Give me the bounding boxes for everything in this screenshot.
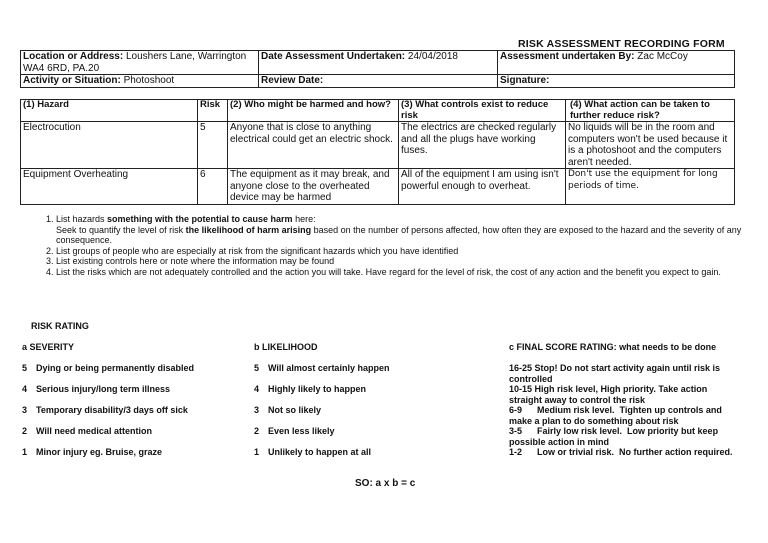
final-score-item: 10-15 High risk level, High priority. Take action straight away to control the risk	[509, 384, 708, 405]
hazard-cell: Electrocution	[21, 122, 198, 169]
severity-item	[22, 405, 188, 415]
likelihood-number: 4	[254, 384, 260, 394]
form-title: RISK ASSESSMENT RECORDING FORM	[518, 38, 725, 50]
likelihood-text: Even less likely	[268, 426, 335, 436]
severity-text: Will need medical attention	[36, 426, 152, 436]
date-value: 24/04/2018	[407, 51, 458, 62]
activity-value: Photoshoot	[123, 75, 175, 86]
likelihood-number: 1	[254, 447, 260, 457]
likelihood-text: Unlikely to happen at all	[268, 447, 372, 457]
who-cell: The equipment as it may break, and anyone close to the overheated device may be harmed	[228, 169, 399, 205]
activity-label: Activity or Situation:	[23, 75, 121, 86]
instruction-text: based on the number of persons affected, how often they are exposed to the hazard and the severity of any consequence.	[56, 224, 742, 245]
signature-cell	[498, 75, 735, 88]
instruction-emphasis: the likelihood of harm arising	[185, 224, 312, 235]
likelihood-number: 2	[254, 426, 260, 436]
instructions-list	[38, 214, 746, 277]
assessor-label: Assessment undertaken By:	[500, 51, 635, 62]
instruction-emphasis: something with the potential to cause harm	[107, 214, 293, 224]
likelihood-number: 5	[254, 363, 260, 373]
final-score-item: 6-9 Medium risk level. Tighten up controls and make a plan to do something about risk	[509, 405, 725, 426]
signature-label: Signature:	[500, 75, 550, 86]
col-action: (4) What action can be taken to further reduce risk?	[566, 100, 735, 122]
likelihood-item	[254, 405, 321, 415]
col-controls: (3) What controls exist to reduce risk	[399, 100, 566, 122]
hazard-table-header	[21, 100, 735, 122]
instruction-item: 3. List existing controls here or note where the information may be found	[56, 256, 746, 267]
instruction-text: List hazards	[56, 214, 108, 224]
date-label: Date Assessment Undertaken:	[261, 51, 406, 62]
severity-text: Minor injury eg. Bruise, graze	[36, 447, 163, 457]
likelihood-item	[254, 447, 371, 457]
severity-item	[22, 384, 170, 394]
activity-cell	[21, 75, 259, 88]
severity-number: 2	[22, 426, 28, 436]
severity-item	[22, 363, 194, 373]
assessor-cell	[498, 51, 735, 75]
action-cell: Don't use the equipment for long periods of time.	[566, 169, 735, 205]
location-label: Location or Address:	[23, 51, 124, 62]
instruction-item: 4. List the risks which are not adequately controlled and the action you will take. Have regard for the level of risk, the cost of any action and the benefit you expect to gain.	[56, 267, 746, 278]
severity-item	[22, 447, 162, 457]
likelihood-number: 3	[254, 405, 260, 415]
risk-cell: 6	[198, 169, 228, 205]
severity-title: a SEVERITY	[22, 342, 75, 352]
score-formula: SO: a x b = c	[355, 478, 416, 489]
severity-text: Temporary disability/3 days off sick	[36, 405, 188, 415]
final-score-item: 3-5 Fairly low risk level. Low priority but keep possible action in mind	[509, 426, 721, 447]
risk-rating-title: RISK RATING	[31, 321, 89, 331]
instruction-text: Seek to quantify the level of risk	[56, 224, 186, 235]
likelihood-text: Will almost certainly happen	[268, 363, 390, 373]
final-score-item: 1-2 Low or trivial risk. No further action required.	[509, 447, 733, 457]
likelihood-text: Not so likely	[268, 405, 322, 415]
final-score-title: c FINAL SCORE RATING: what needs to be done	[509, 342, 717, 352]
col-who: (2) Who might be harmed and how?	[228, 100, 399, 122]
instruction-text: here:	[292, 214, 316, 224]
severity-text: Serious injury/long term illness	[36, 384, 171, 394]
final-score-item: 16-25 Stop! Do not start activity again until risk is controlled	[509, 363, 721, 384]
col-hazard: (1) Hazard	[21, 100, 198, 122]
likelihood-title: b LIKELIHOOD	[254, 342, 318, 352]
controls-cell: All of the equipment I am using isn't powerful enough to overheat.	[399, 169, 566, 205]
col-risk: Risk	[198, 100, 228, 122]
table-row	[21, 169, 735, 205]
severity-text: Dying or being permanently disabled	[36, 363, 195, 373]
hazard-table	[20, 99, 735, 205]
likelihood-item	[254, 363, 389, 373]
location-value: Loushers Lane, Warrington WA4 6RD, PA.20	[23, 51, 247, 74]
controls-cell: The electrics are checked regularly and all the plugs have working fuses.	[399, 122, 566, 169]
hazard-cell: Equipment Overheating	[21, 169, 198, 205]
severity-number: 1	[22, 447, 28, 457]
review-cell	[259, 75, 498, 88]
severity-number: 4	[22, 384, 28, 394]
likelihood-item	[254, 426, 335, 436]
action-cell: No liquids will be in the room and computers won't be used because it is a photoshoot and the computers aren't needed.	[566, 122, 735, 169]
severity-number: 5	[22, 363, 28, 373]
likelihood-text: Highly likely to happen	[268, 384, 367, 394]
assessment-header-table	[20, 50, 735, 88]
severity-number: 3	[22, 405, 28, 415]
likelihood-item	[254, 384, 366, 394]
table-row	[21, 122, 735, 169]
instruction-item	[56, 214, 746, 246]
instruction-item: 2. List groups of people who are especially at risk from the significant hazards which you have identified	[56, 246, 746, 257]
who-cell: Anyone that is close to anything electrical could get an electric shock.	[228, 122, 399, 169]
location-cell	[21, 51, 259, 75]
risk-cell: 5	[198, 122, 228, 169]
date-cell	[259, 51, 498, 75]
instruction-subtext	[56, 225, 746, 246]
assessor-value: Zac McCoy	[637, 51, 688, 62]
review-label: Review Date:	[261, 75, 324, 86]
severity-item	[22, 426, 152, 436]
